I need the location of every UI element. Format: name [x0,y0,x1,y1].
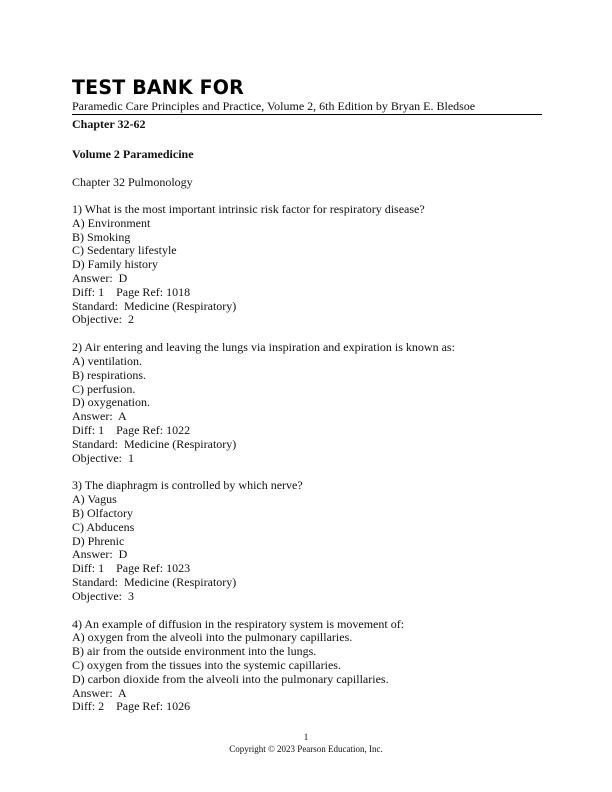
standard: Standard: Medicine (Respiratory) [72,298,237,313]
difficulty-pageref: Diff: 1 Page Ref: 1018 [72,284,191,299]
answer-option: A) Vagus [72,492,117,507]
answer-option: C) perfusion. [72,381,136,396]
copyright-notice: Copyright © 2023 Pearson Education, Inc. [229,744,383,754]
question-stem: 1) What is the most important intrinsic risk factor for respiratory disease? [72,202,425,216]
chapter-heading: Chapter 32 Pulmonology [72,175,193,189]
objective: Objective: 3 [72,588,134,603]
correct-answer: Answer: A [72,685,127,700]
book-title: Paramedic Care Principles and Practice, Volume 2, 6th Edition by Bryan E. Bledsoe [72,99,476,113]
answer-option: C) Abducens [72,519,135,534]
answer-option: A) oxygen from the alveoli into the pulmonary capillaries. [72,630,353,645]
answer-option: B) Smoking [72,229,131,244]
answer-option: D) Phrenic [72,533,125,548]
answer-option: B) air from the outside environment into the lungs. [72,644,317,659]
question-block [72,479,542,603]
question-stem: 2) Air entering and leaving the lungs via inspiration and expiration is known as: [72,340,455,355]
correct-answer: Answer: D [72,270,128,285]
chapter-range: Chapter 32-62 [72,117,146,131]
test-bank-banner: TEST BANK FOR [72,76,244,100]
header-divider [72,114,542,115]
answer-option: D) Family history [72,257,158,272]
difficulty-pageref: Diff: 1 Page Ref: 1022 [72,422,191,437]
standard: Standard: Medicine (Respiratory) [72,574,237,589]
answer-option: D) carbon dioxide from the alveoli into the pulmonary capillaries. [72,671,389,686]
answer-option: A) ventilation. [72,353,142,368]
objective: Objective: 1 [72,450,134,465]
answer-option: B) Olfactory [72,505,133,520]
volume-heading: Volume 2 Paramedicine [72,147,194,161]
difficulty-pageref: Diff: 1 Page Ref: 1023 [72,561,191,576]
answer-option: C) Sedentary lifestyle [72,243,177,258]
answer-option: C) oxygen from the tissues into the systemic capillaries. [72,657,341,672]
difficulty-pageref: Diff: 2 Page Ref: 1026 [72,699,191,714]
question-block [72,341,542,465]
question-stem: 3) The diaphragm is controlled by which nerve? [72,478,303,493]
answer-option: D) oxygenation. [72,395,150,410]
objective: Objective: 2 [72,312,134,327]
page-number: 1 [303,732,309,742]
answer-option: B) respirations. [72,367,146,382]
answer-option: A) Environment [72,215,151,230]
question-block [72,203,542,327]
standard: Standard: Medicine (Respiratory) [72,436,237,451]
question-block [72,618,542,715]
correct-answer: Answer: A [72,409,127,424]
document-page [72,76,542,714]
correct-answer: Answer: D [72,547,128,562]
question-stem: 4) An example of diffusion in the respiratory system is movement of: [72,616,405,631]
